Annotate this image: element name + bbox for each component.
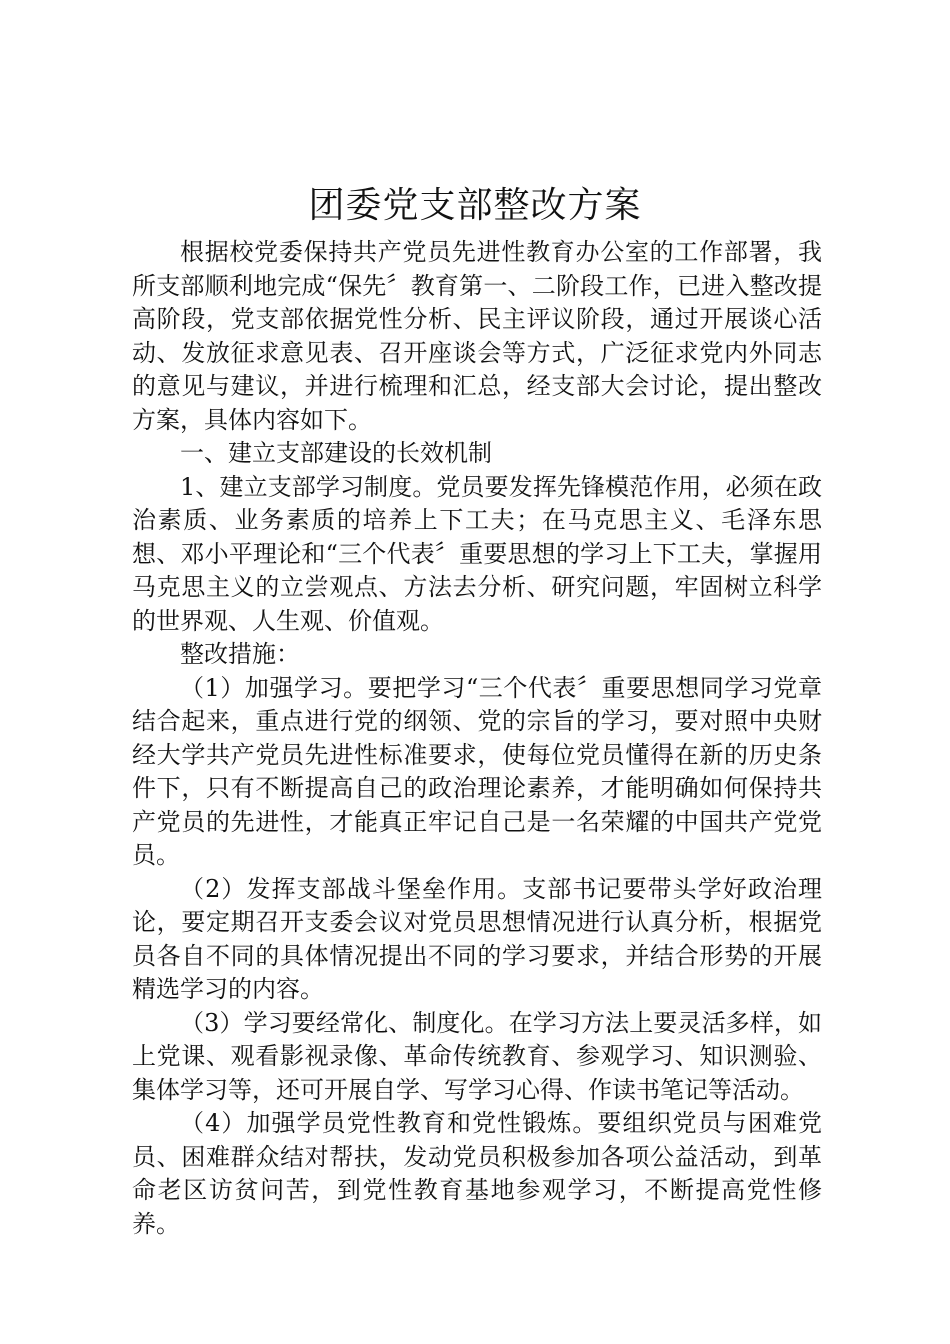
measure-1: （1）加强学习。要把学习“三个代表〞重要思想同学习党章结合起来，重点进行党的纲领、党的宗旨的学习，要对照中央财经大学共产党员先进性标准要求，使每位党员懂得在新的历史条件下，只有不断提高自己的政治理论素养，才能明确如何保持共产党员的先进性，才能真正牢记自己是一名荣耀的中国共产党党员。 bbox=[132, 673, 822, 869]
document-title: 团委党支部整改方案 bbox=[308, 185, 642, 226]
measure-3: （3）学习要经常化、制度化。在学习方法上要灵活多样，如上党课、观看影视录像、革命传统教育、参观学习、知识测验、集体学习等，还可开展自学、写学习心得、作读书笔记等活动。 bbox=[132, 1008, 822, 1104]
measures-heading: 整改措施： bbox=[180, 640, 300, 668]
measure-2: （2）发挥支部战斗堡垒作用。支部书记要带头学好政治理论，要定期召开支委会议对党员思想情况进行认真分析，根据党员各自不同的具体情况提出不同的学习要求，并结合形势的开展精选学习的内容。 bbox=[132, 874, 822, 1003]
document-body bbox=[132, 236, 822, 1241]
measure-4: （4）加强学员党性教育和党性锻炼。要组织党员与困难党员、困难群众结对帮扶，发动党员积极参加各项公益活动，到革命老区访贫问苦，到党性教育基地参观学习，不断提高党性修养。 bbox=[132, 1109, 822, 1238]
paragraph-intro: 根据校党委保持共产党员先进性教育办公室的工作部署，我所支部顺利地完成“保先〞教育第一、二阶段工作，已进入整改提高阶段，党支部依据党性分析、民主评议阶段，通过开展谈心活动、发放征求意见表、召开座谈会等方式，广泛征求党内外同志的意见与建议，并进行梳理和汇总，经支部大会讨论，提出整改方案，具体内容如下。 bbox=[132, 238, 822, 434]
paragraph-item-1: 1、建立支部学习制度。党员要发挥先锋模范作用，必须在政治素质、业务素质的培养上下工夫；在马克思主义、毛泽东思想、邓小平理论和“三个代表〞重要思想的学习上下工夫，掌握用马克思主义的立尝观点、方法去分析、研究问题，牢固树立科学的世界观、人生观、价值观。 bbox=[132, 472, 822, 635]
section-heading-1: 一、建立支部建设的长效机制 bbox=[180, 439, 492, 467]
